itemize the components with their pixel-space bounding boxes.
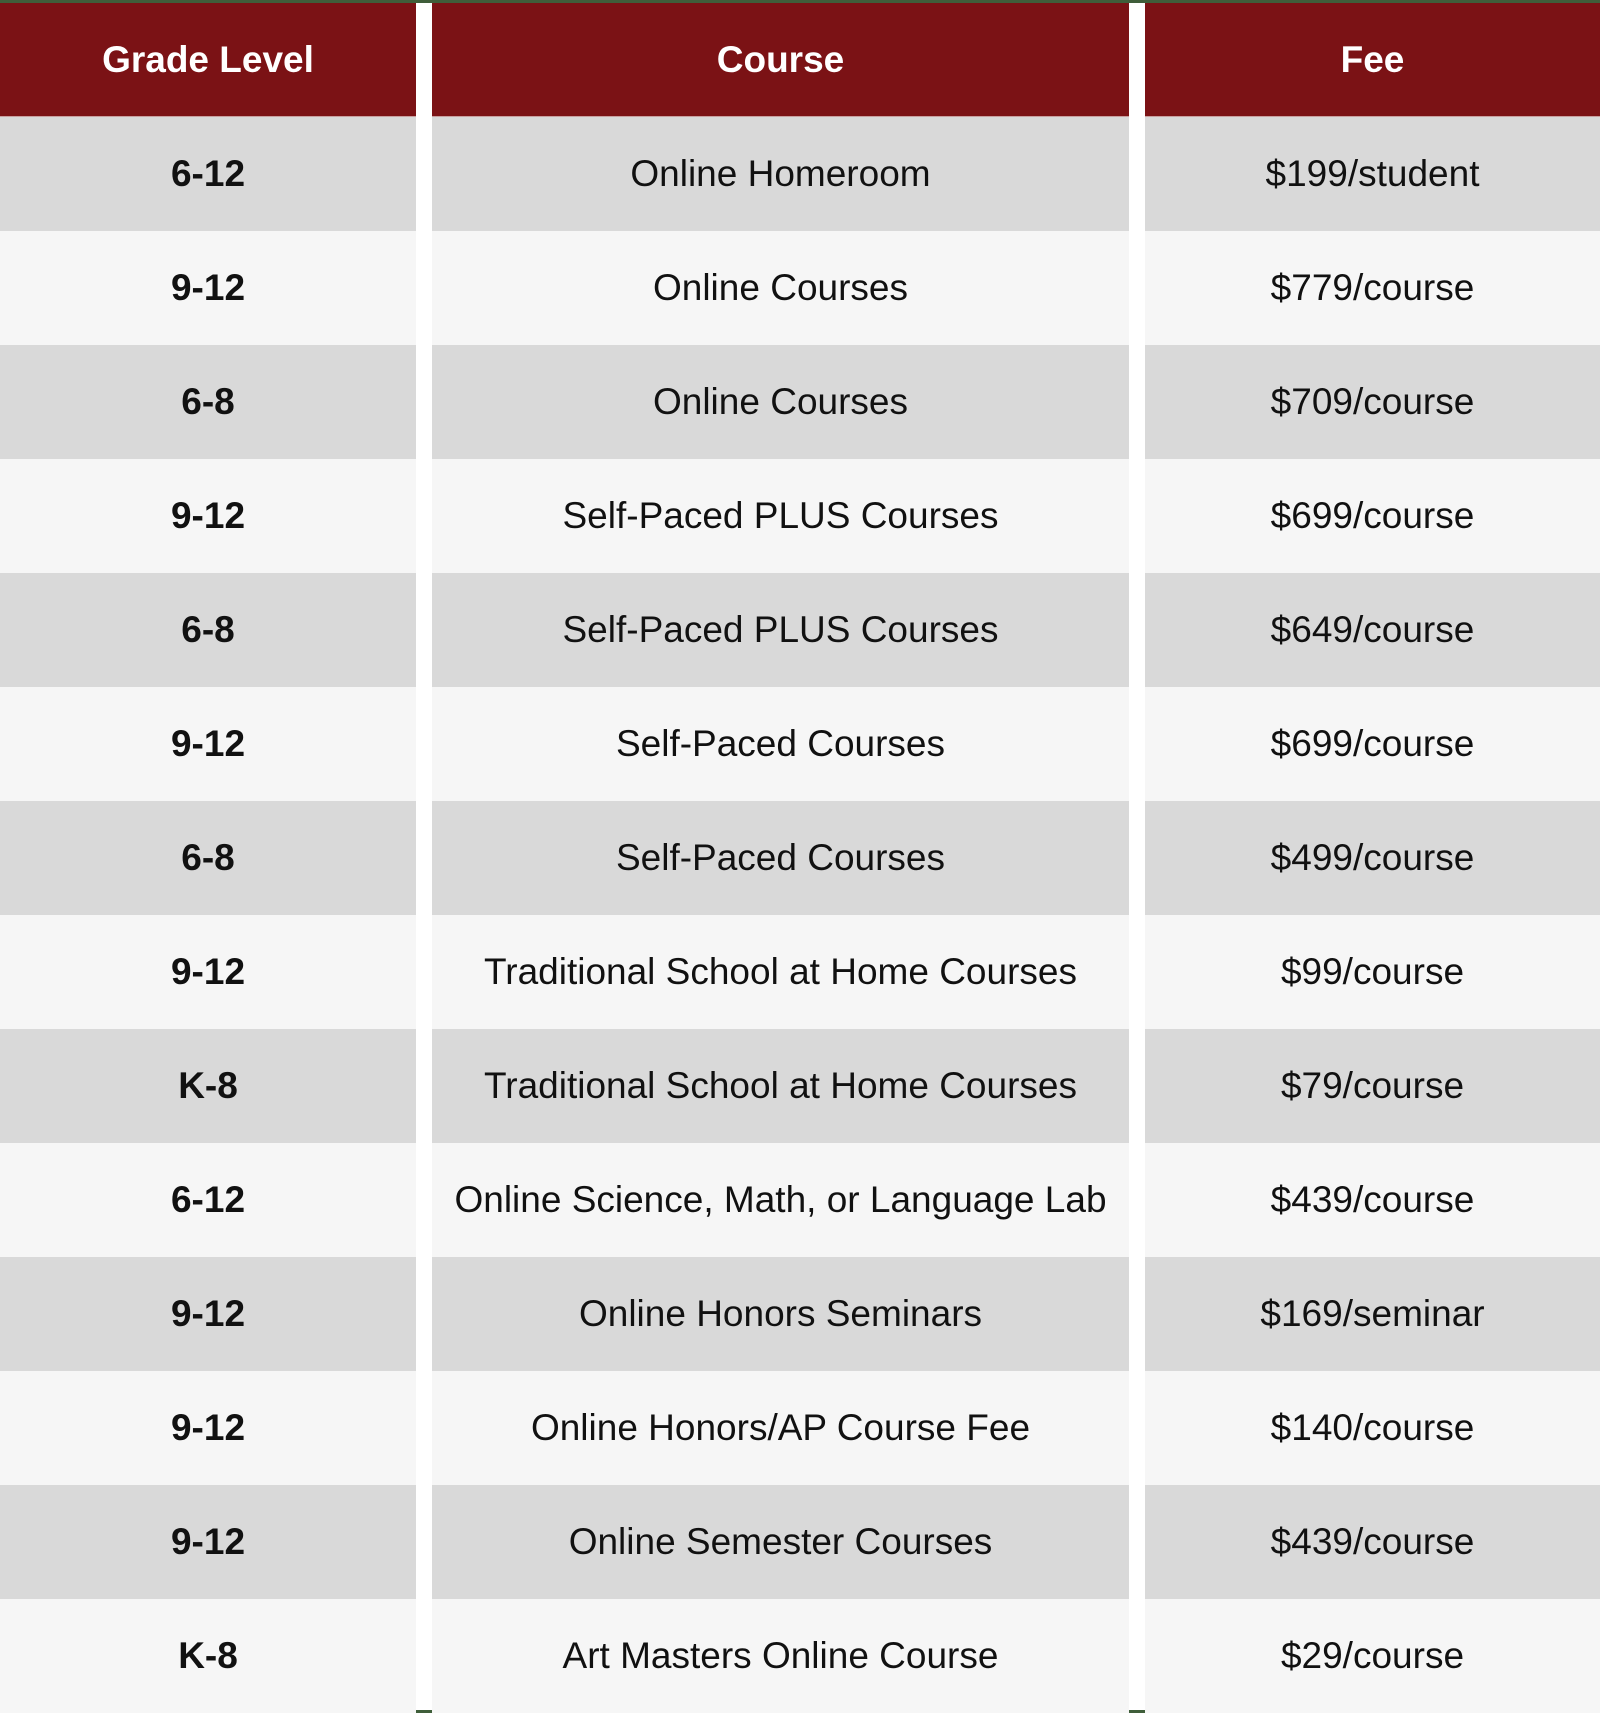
grade-cell: 6-12 (0, 1143, 416, 1257)
fee-cell: $699/course (1145, 459, 1600, 573)
grade-cell: K-8 (0, 1599, 416, 1713)
grade-cell: 6-8 (0, 801, 416, 915)
course-cell: Self-Paced PLUS Courses (432, 573, 1129, 687)
fee-cell: $169/seminar (1145, 1257, 1600, 1371)
grade-cell: 6-12 (0, 117, 416, 231)
fee-cell: $499/course (1145, 801, 1600, 915)
fee-cell: $439/course (1145, 1485, 1600, 1599)
header-grade-level: Grade Level (0, 3, 416, 117)
fee-cell: $439/course (1145, 1143, 1600, 1257)
fee-cell: $779/course (1145, 231, 1600, 345)
grade-cell: 6-8 (0, 573, 416, 687)
header-fee: Fee (1145, 3, 1600, 117)
course-cell: Online Honors Seminars (432, 1257, 1129, 1371)
fee-cell: $29/course (1145, 1599, 1600, 1713)
course-cell: Self-Paced PLUS Courses (432, 459, 1129, 573)
grade-cell: 9-12 (0, 1485, 416, 1599)
fee-cell: $79/course (1145, 1029, 1600, 1143)
fee-cell: $199/student (1145, 117, 1600, 231)
grade-cell: 9-12 (0, 915, 416, 1029)
course-cell: Self-Paced Courses (432, 687, 1129, 801)
grade-cell: 9-12 (0, 231, 416, 345)
fee-cell: $99/course (1145, 915, 1600, 1029)
grade-cell: K-8 (0, 1029, 416, 1143)
course-cell: Self-Paced Courses (432, 801, 1129, 915)
course-cell: Online Science, Math, or Language Lab (432, 1143, 1129, 1257)
course-cell: Art Masters Online Course (432, 1599, 1129, 1713)
fee-table (0, 3, 1600, 1713)
course-cell: Online Honors/AP Course Fee (432, 1371, 1129, 1485)
grade-cell: 9-12 (0, 1371, 416, 1485)
course-cell: Online Semester Courses (432, 1485, 1129, 1599)
course-cell: Online Courses (432, 345, 1129, 459)
header-course: Course (432, 3, 1129, 117)
fee-cell: $140/course (1145, 1371, 1600, 1485)
fee-cell: $699/course (1145, 687, 1600, 801)
course-cell: Traditional School at Home Courses (432, 1029, 1129, 1143)
grade-cell: 6-8 (0, 345, 416, 459)
course-cell: Traditional School at Home Courses (432, 915, 1129, 1029)
fee-cell: $709/course (1145, 345, 1600, 459)
course-cell: Online Homeroom (432, 117, 1129, 231)
grade-cell: 9-12 (0, 687, 416, 801)
grade-cell: 9-12 (0, 1257, 416, 1371)
grade-cell: 9-12 (0, 459, 416, 573)
fee-cell: $649/course (1145, 573, 1600, 687)
course-cell: Online Courses (432, 231, 1129, 345)
